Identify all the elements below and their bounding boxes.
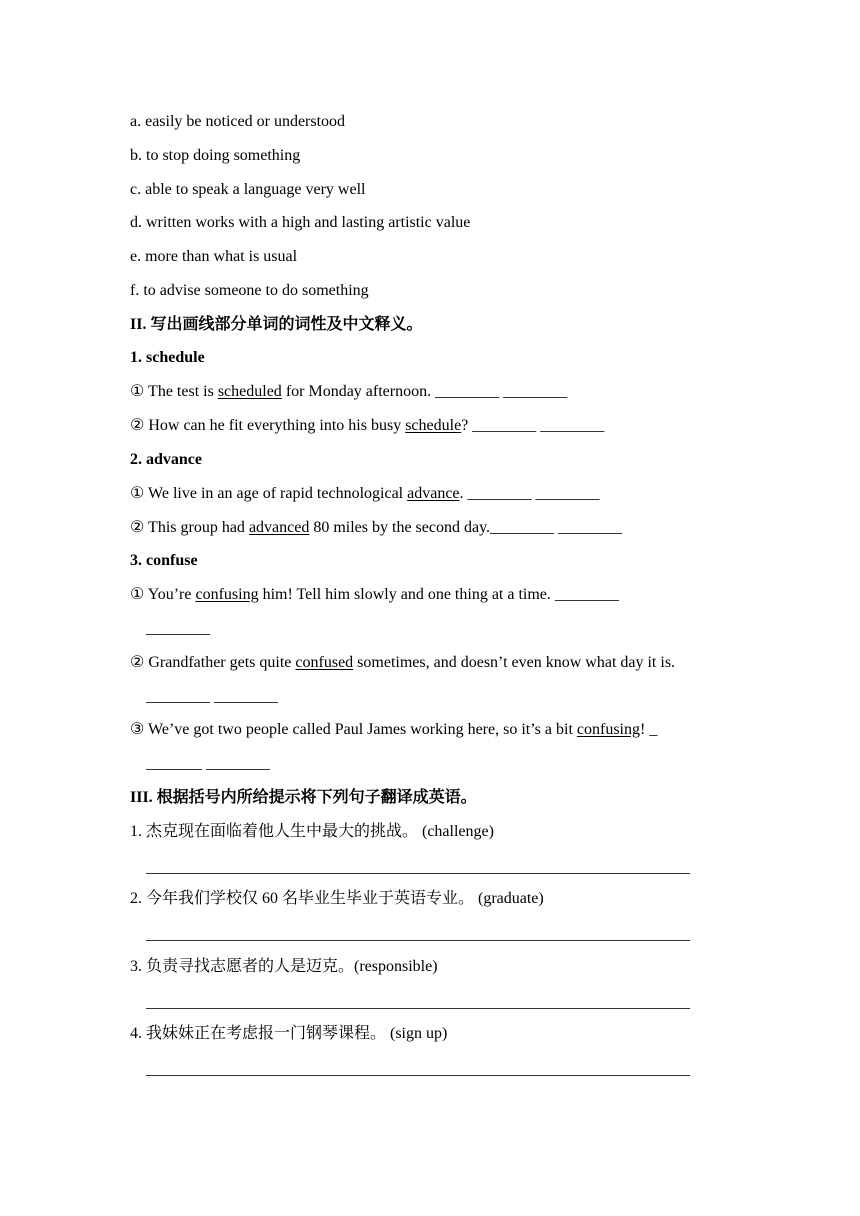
exercise-sentence: ② Grandfather gets quite confused sometimes, and doesn’t even know what day it is. [130,654,676,671]
exercise-sentence: ③ We’ve got two people called Paul James working here, so it’s a bit confusing! _ [130,721,658,738]
definition-c: c. able to speak a language very well [130,181,366,198]
section-2-heading: II. 写出画线部分单词的词性及中文释义。 [130,316,423,333]
section-3-heading: III. 根据括号内所给提示将下列句子翻译成英语。 [130,789,477,806]
underlined-word: confusing [195,586,259,603]
underlined-word: confusing [576,721,640,738]
translation-answer-line[interactable]: ____________________________________________________________________ [146,926,690,943]
answer-blank[interactable]: ________ [146,620,210,637]
word-group-title: 1. schedule [130,349,205,366]
exercise-sentence: ① You’re confusing him! Tell him slowly and one thing at a time. ________ [130,586,619,603]
definition-a: a. easily be noticed or understood [130,113,346,130]
translation-answer-line[interactable]: ____________________________________________________________________ [146,859,690,876]
underlined-word: confused [295,654,354,671]
translation-prompt: 1. 杰克现在面临着他人生中最大的挑战。 (challenge) [130,823,494,840]
answer-blank[interactable]: _______ ________ [146,755,270,772]
exercise-sentence: ② How can he fit everything into his busy schedule? ________ ________ [130,417,605,434]
translation-prompt: 3. 负责寻找志愿者的人是迈克。(responsible) [130,958,438,975]
translation-prompt: 2. 今年我们学校仅 60 名毕业生毕业于英语专业。 (graduate) [130,890,544,907]
definition-d: d. written works with a high and lasting artistic value [130,214,471,231]
translation-answer-line[interactable]: ____________________________________________________________________ [146,994,690,1011]
underlined-word: scheduled [217,383,282,400]
translation-answer-line[interactable]: ____________________________________________________________________ [146,1061,690,1078]
answer-blank[interactable]: ________ ________ [146,688,278,705]
word-group-title: 3. confuse [130,552,198,569]
definition-e: e. more than what is usual [130,248,298,265]
underlined-word: advanced [248,519,310,536]
exercise-sentence: ① We live in an age of rapid technological advance. ________ ________ [130,485,600,502]
underlined-word: advance [407,485,460,502]
definition-b: b. to stop doing something [130,147,301,164]
underlined-word: schedule [405,417,462,434]
definition-f: f. to advise someone to do something [130,282,369,299]
word-group-title: 2. advance [130,451,202,468]
exercise-sentence: ② This group had advanced 80 miles by the second day.________ ________ [130,519,623,536]
translation-prompt: 4. 我妹妹正在考虑报一门钢琴课程。 (sign up) [130,1025,448,1042]
exercise-sentence: ① The test is scheduled for Monday afternoon. ________ ________ [130,383,568,400]
